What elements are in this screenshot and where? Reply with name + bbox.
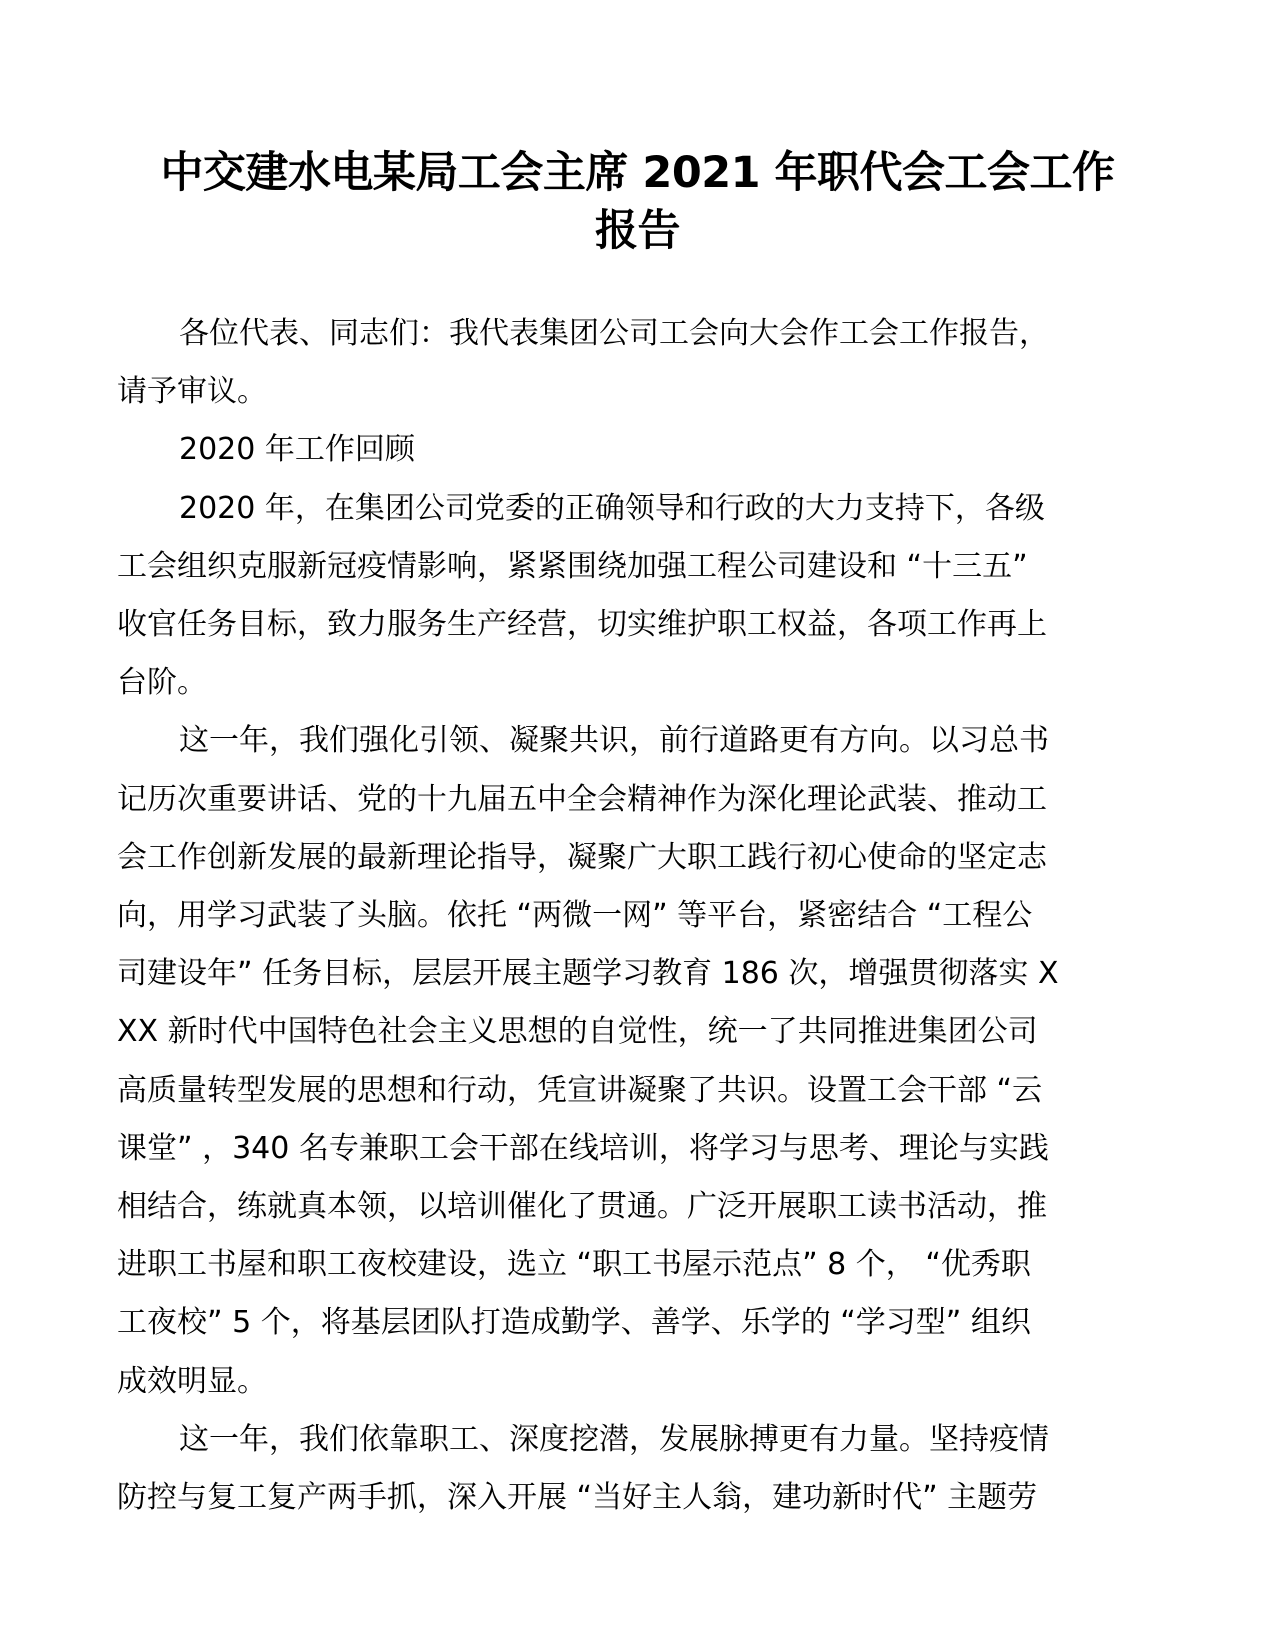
section-heading-2020-review: 2020 年工作回顾 (179, 432, 415, 468)
paragraph-salutation: 各位代表、同志们：我代表集团公司工会向大会作工会工作报告， 请予审议。 (117, 316, 1049, 410)
document-title: 中交建水电某局工会主席 2021 年职代会工会工作 报告 (160, 148, 1115, 256)
paragraph-overview: 2020 年，在集团公司党委的正确领导和行政的大力支持下，各级 工会组织克服新冠疫情影响，紧紧围绕加强工程公司建设和 “十三五” 收官任务目标，致力服务生产经营，切实维护职工权益，各项工作再上 台阶。 (117, 490, 1047, 701)
paragraph-guidance: 这一年，我们强化引领、凝聚共识，前行道路更有方向。以习总书 记历次重要讲话、党的十九届五中全会精神作为深化理论武装、推动工 会工作创新发展的最新理论指导，凝聚广大职工践行初心使命的坚定志 向，用学习武装了头脑。依托 “两微一网” 等平台，紧密结合 “工程公 司建设年” 任务目标，层层开展主题学习教育 186 次，增强贯彻落实 X XX 新时代中国特色社会主义思想的自觉性，统一了共同推进集团公司 高质量转型发展的思想和行动，凭宣讲凝聚了共识。设置工会干部 “云 课堂” ，340 名专兼职工会干部在线培训，将学习与思考、理论与实践 相结合，练就真本领，以培训催化了贯通。广泛开展职工读书活动，推 进职工书屋和职工夜校建设，选立 “职工书屋示范点” 8 个， “优秀职 工夜校” 5 个，将基层团队打造成勤学、善学、乐学的 “学习型” 组织 成效明显。 (117, 723, 1059, 1399)
document-body (117, 305, 1157, 1527)
paragraph-workers: 这一年，我们依靠职工、深度挖潜，发展脉搏更有力量。坚持疫情 防控与复工复产两手抓，深入开展 “当好主人翁，建功新时代” 主题劳 (117, 1421, 1049, 1516)
